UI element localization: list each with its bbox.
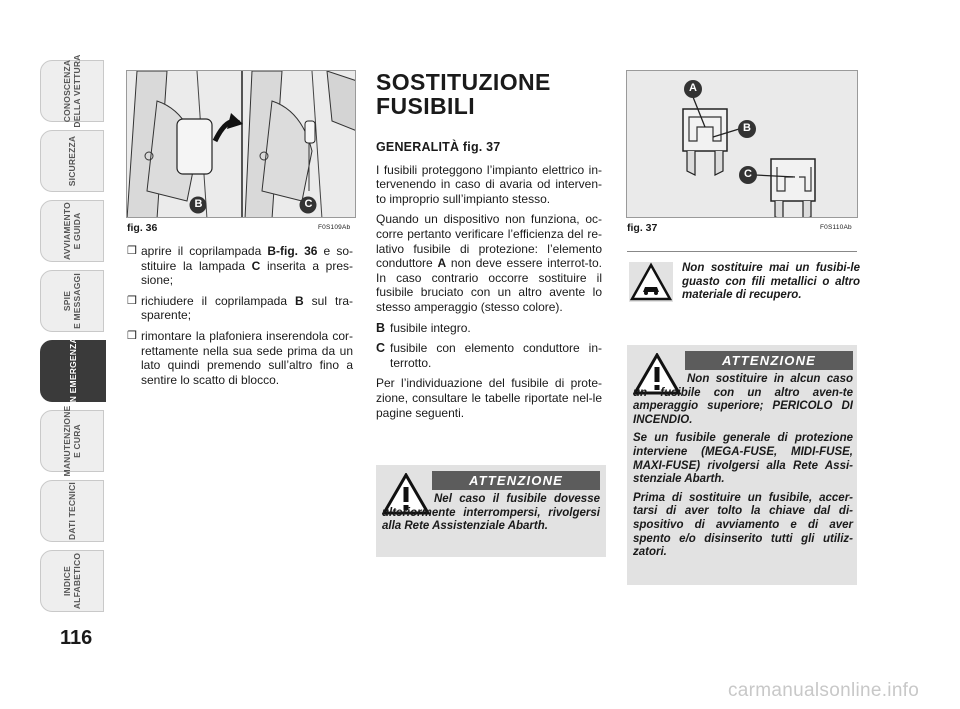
figure-36-image [126,70,356,218]
car-warning-icon [629,262,673,302]
warning-paragraph: Non sostituire in alcun caso un fusibile con un altro aven-te amperaggio superiore; PERICOLO DI INCENDIO. [633,373,853,426]
tab-label: DATI TECNICI [67,482,77,540]
checkbox-bullet-icon: ❒ [127,329,137,342]
label-c-fig36: C [304,198,313,210]
label-b-fig36: B [194,198,203,210]
tab-manutenzione[interactable] [40,405,104,477]
tab-conoscenza[interactable] [40,54,104,128]
list-item: ❒ rimontare la plafoniera inserendola cor-rettamente nella sua sede prima da un lato quindi premendo sull’altro fino a sentire lo scatto di blocco. [127,328,353,387]
checkbox-bullet-icon: ❒ [127,245,137,257]
fuse-illustration [627,71,858,218]
page-number: 116 [60,627,93,649]
label-b-fig37: B [743,122,751,134]
fig37-caption: fig. 37 [627,222,658,234]
warning-paragraph: Prima di sostituire un fusibile, accer-tarsi di aver tolto la chiave dal di-spositivo di avviamento e di aver spento e/o disinserito tutti gli utiliz-zatori. [633,491,853,559]
warning-box-large [627,345,857,585]
tab-dati-tecnici[interactable] [40,480,104,542]
checkbox-bullet-icon: ❒ [127,294,137,307]
label-c-fig37: C [744,168,752,180]
fig36-code: F0S109Ab [318,224,351,231]
note-box [680,262,860,312]
paragraph: Quando un dispositivo non funziona, oc-corre pertanto verificare l’efficienza del re-lativo fusibile di protezione: l’elemento conduttore A non deve essere interrot-to. In caso contrario occorre sostituire il fusibile bruciato con un altro avente lo stesso amperaggio (stesso colore). [376,212,602,314]
title-line-1: SOSTITUZIONE [376,69,551,95]
warning-box [376,465,606,557]
label-a-fig37: A [689,82,697,94]
paragraph: Per l’individuazione del fusibile di prote-zione, consultare le tabelle riportate nel-le pagine seguenti. [376,376,602,420]
divider [627,251,857,252]
tab-sicurezza[interactable] [40,130,104,192]
tab-label: CONOSCENZA DELLA VETTURA [62,54,82,128]
tab-label: IN EMERGENZA [68,337,78,405]
tab-label: SICUREZZA [67,135,77,187]
tab-label: MANUTENZIONE E CURA [62,405,82,477]
middle-column [376,140,602,426]
tab-label: AVVIAMENTO E GUIDA [62,202,82,260]
definition-c: C fusibile con elemento conduttore in-terrotto. [376,341,602,370]
fig36-caption: fig. 36 [127,222,158,234]
warning-header: ATTENZIONE [685,351,853,370]
warning-header: ATTENZIONE [432,471,600,490]
warning-paragraph: Se un fusibile generale di protezione interviene (MEGA-FUSE, MIDI-FUSE, MAXI-FUSE) rivolgersi alla Rete Assi-stenziale Abarth. [633,432,853,486]
left-column [127,244,353,393]
tab-emergenza[interactable] [40,337,106,405]
tab-indice[interactable] [40,550,104,612]
tab-avviamento[interactable] [40,200,104,262]
tab-spie[interactable] [40,270,104,332]
title-line-2: FUSIBILI [376,93,476,119]
subsection-title: GENERALITÀ fig. 37 [376,140,501,154]
paragraph: I fusibili proteggono l’impianto elettrico in-tervenendo in caso di avaria od interven-to improprio sull’impianto stesso. [376,162,602,206]
definition-b: B fusibile integro. [376,320,471,335]
figure-37-image [626,70,858,218]
tab-label: INDICE ALFABETICO [62,552,82,610]
list-item: ❒ richiudere il coprilampada B sul tra-sparente; [127,293,353,323]
tab-label: SPIE E MESSAGGI [62,273,82,329]
list-item: ❒ aprire il coprilampada B-fig. 36 e so-stituire la lampada C inserita a pres-sione; [127,244,353,288]
section-title [376,70,551,118]
watermark: carmanualsonline.info [728,680,920,701]
lamp-cover-illustration [127,71,356,218]
warning-body [633,373,853,565]
fig37-code: F0S110Ab [820,224,852,231]
note-text: Non sostituire mai un fusibi-le guasto con fili metallici o altro materiale di recupero. [682,262,860,302]
warning-text: Nel caso il fusibile dovesse ulteriormente interrompersi, rivolgersi alla Rete Assistenziale Abarth. [382,493,600,533]
